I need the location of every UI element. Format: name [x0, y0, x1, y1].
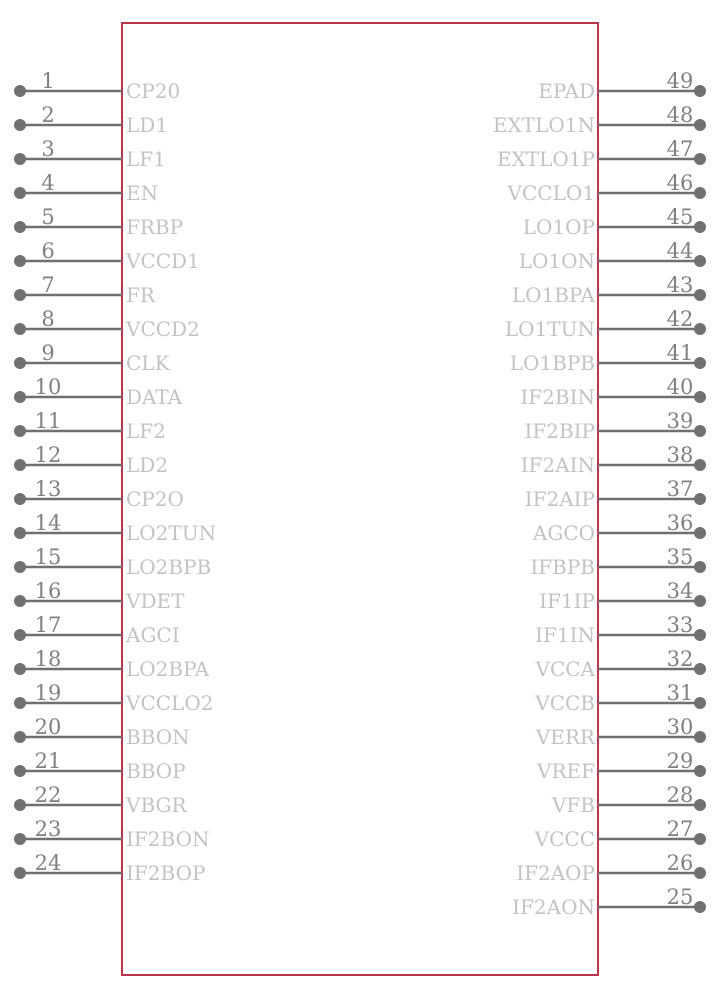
pin-end-dot	[694, 527, 706, 539]
pin-end-dot	[14, 765, 26, 777]
pin-number: 29	[666, 749, 694, 773]
pin-number: 49	[666, 69, 694, 93]
pin-name: IF2AOP	[516, 861, 595, 885]
pin-15	[14, 545, 211, 579]
pin-end-dot	[14, 255, 26, 267]
pin-end-dot	[14, 357, 26, 369]
pin-name: LO1BPB	[509, 351, 595, 375]
pin-name: IF2AON	[512, 895, 595, 919]
pin-end-dot	[14, 221, 26, 233]
pin-41	[510, 341, 706, 375]
pin-name: LO2BPB	[126, 555, 212, 579]
pin-number: 20	[34, 715, 62, 739]
pin-number: 3	[41, 137, 55, 161]
pin-end-dot	[14, 663, 26, 675]
pin-number: 18	[34, 647, 62, 671]
pin-end-dot	[14, 629, 26, 641]
pin-number: 1	[41, 69, 55, 93]
pin-end-dot	[694, 357, 706, 369]
pin-23	[14, 817, 209, 851]
pin-number: 33	[666, 613, 694, 637]
pin-number: 6	[41, 239, 55, 263]
pin-end-dot	[694, 425, 706, 437]
pin-name: VDET	[126, 589, 185, 613]
pin-number: 30	[666, 715, 694, 739]
pin-end-dot	[14, 459, 26, 471]
pin-name: CLK	[126, 351, 170, 375]
pin-name: AGCO	[532, 521, 595, 545]
pin-end-dot	[14, 85, 26, 97]
pin-48	[493, 103, 706, 137]
pin-number: 9	[41, 341, 55, 365]
pin-end-dot	[14, 799, 26, 811]
pin-14	[14, 511, 216, 545]
pin-20	[14, 715, 190, 749]
pin-end-dot	[694, 765, 706, 777]
pin-17	[14, 613, 180, 647]
pin-end-dot	[14, 731, 26, 743]
right-pin-group	[493, 69, 706, 919]
pin-18	[14, 647, 210, 681]
pin-name: LF1	[126, 147, 166, 171]
pin-name: VCCLO1	[507, 181, 595, 205]
pin-name: IFBPB	[530, 555, 595, 579]
pin-end-dot	[694, 85, 706, 97]
pin-name: IF2BON	[126, 827, 210, 851]
pin-number: 40	[666, 375, 694, 399]
pin-30	[535, 715, 706, 749]
pin-6	[14, 239, 200, 273]
pin-34	[539, 579, 706, 613]
pin-name: IF2AIP	[524, 487, 595, 511]
pin-end-dot	[694, 595, 706, 607]
pin-45	[523, 205, 706, 239]
pin-name: VCCLO2	[126, 691, 214, 715]
pin-end-dot	[14, 119, 26, 131]
pin-28	[551, 783, 706, 817]
pin-end-dot	[14, 697, 26, 709]
pin-number: 39	[666, 409, 694, 433]
pin-number: 32	[666, 647, 694, 671]
pin-43	[512, 273, 706, 307]
pin-49	[538, 69, 706, 103]
pin-27	[534, 817, 706, 851]
pin-number: 35	[666, 545, 694, 569]
pin-end-dot	[14, 187, 26, 199]
pin-end-dot	[694, 799, 706, 811]
pin-end-dot	[694, 255, 706, 267]
pin-name: EXTLO1N	[492, 113, 595, 137]
pin-46	[507, 171, 706, 205]
pin-number: 17	[34, 613, 62, 637]
pin-number: 19	[34, 681, 62, 705]
pin-number: 38	[666, 443, 694, 467]
pin-end-dot	[14, 425, 26, 437]
pin-name: BBOP	[126, 759, 186, 783]
pin-name: EN	[126, 181, 159, 205]
pin-end-dot	[694, 119, 706, 131]
pin-end-dot	[694, 459, 706, 471]
pin-38	[521, 443, 706, 477]
pin-name: LD1	[126, 113, 169, 137]
pin-36	[532, 511, 706, 545]
pin-name: LO1TUN	[504, 317, 595, 341]
pin-name: VCCA	[535, 657, 595, 681]
pin-number: 7	[41, 273, 55, 297]
pin-number: 43	[666, 273, 694, 297]
pin-number: 12	[34, 443, 62, 467]
pin-32	[535, 647, 707, 681]
pin-24	[14, 851, 205, 885]
pin-number: 4	[41, 171, 55, 195]
pin-end-dot	[14, 561, 26, 573]
pin-end-dot	[14, 289, 26, 301]
pin-16	[14, 579, 185, 613]
pin-number: 36	[666, 511, 694, 535]
pin-end-dot	[14, 595, 26, 607]
pin-number: 8	[41, 307, 55, 331]
pin-number: 45	[666, 205, 694, 229]
pin-3	[14, 137, 166, 171]
pin-19	[14, 681, 213, 715]
pin-end-dot	[14, 867, 26, 879]
pin-name: VERR	[535, 725, 595, 749]
pin-number: 11	[34, 409, 62, 433]
pin-name: EPAD	[538, 79, 595, 103]
pin-end-dot	[14, 833, 26, 845]
pin-end-dot	[694, 663, 706, 675]
pin-1	[14, 69, 180, 103]
pin-name: VCCC	[534, 827, 595, 851]
pin-name: VBGR	[126, 793, 187, 817]
pin-number: 37	[666, 477, 694, 501]
pin-name: LO1OP	[522, 215, 595, 239]
pin-25	[512, 885, 706, 919]
pin-number: 44	[666, 239, 694, 263]
pin-number: 16	[34, 579, 62, 603]
pin-40	[520, 375, 706, 409]
pin-name: LO1BPA	[511, 283, 595, 307]
pin-11	[14, 409, 166, 443]
pin-37	[525, 477, 706, 511]
pin-number: 46	[666, 171, 694, 195]
pin-47	[497, 137, 706, 171]
pin-end-dot	[694, 493, 706, 505]
pin-26	[516, 851, 706, 885]
pin-name: LF2	[126, 419, 166, 443]
pin-number: 26	[666, 851, 694, 875]
pin-5	[14, 205, 183, 239]
pin-42	[505, 307, 706, 341]
pin-number: 31	[666, 681, 694, 705]
pin-end-dot	[14, 323, 26, 335]
pin-number: 34	[666, 579, 694, 603]
pin-4	[14, 171, 158, 205]
pin-number: 14	[34, 511, 62, 535]
pin-end-dot	[14, 153, 26, 165]
pin-end-dot	[694, 391, 706, 403]
pin-2	[14, 103, 168, 137]
pin-number: 42	[666, 307, 694, 331]
pin-end-dot	[14, 391, 26, 403]
pin-number: 28	[666, 783, 694, 807]
pin-number: 10	[34, 375, 62, 399]
pin-29	[536, 749, 706, 783]
pin-number: 24	[34, 851, 62, 875]
pin-31	[534, 681, 706, 715]
pin-name: EXTLO1P	[496, 147, 595, 171]
pin-name: IF1IN	[535, 623, 595, 647]
pin-end-dot	[694, 289, 706, 301]
pin-name: CP20	[126, 79, 181, 103]
pin-13	[14, 477, 184, 511]
pin-8	[14, 307, 200, 341]
pin-end-dot	[14, 493, 26, 505]
pin-name: AGCI	[126, 623, 180, 647]
pin-10	[14, 375, 183, 409]
pin-name: DATA	[126, 385, 183, 409]
pin-end-dot	[694, 187, 706, 199]
pin-name: VFB	[551, 793, 595, 817]
pin-end-dot	[694, 323, 706, 335]
pin-end-dot	[694, 629, 706, 641]
pin-39	[524, 409, 706, 443]
pin-44	[519, 239, 706, 273]
pin-name: IF2AIN	[520, 453, 595, 477]
pin-35	[530, 545, 706, 579]
pin-number: 41	[666, 341, 694, 365]
pin-name: VCCD1	[126, 249, 200, 273]
pin-number: 21	[34, 749, 62, 773]
pin-12	[14, 443, 168, 477]
pin-33	[535, 613, 706, 647]
pin-number: 27	[666, 817, 694, 841]
pin-number: 5	[41, 205, 55, 229]
pin-end-dot	[694, 833, 706, 845]
pin-name: LO2TUN	[126, 521, 217, 545]
pin-name: VCCB	[535, 691, 595, 715]
pin-end-dot	[694, 221, 706, 233]
pin-end-dot	[694, 867, 706, 879]
pin-number: 47	[666, 137, 694, 161]
pin-end-dot	[694, 561, 706, 573]
pin-name: IF2BIP	[524, 419, 595, 443]
pin-end-dot	[14, 527, 26, 539]
pin-name: FR	[126, 283, 155, 307]
pin-number: 15	[34, 545, 62, 569]
pin-end-dot	[694, 153, 706, 165]
pin-number: 13	[34, 477, 62, 501]
pin-name: IF2BIN	[520, 385, 595, 409]
pin-name: IF1IP	[539, 589, 595, 613]
pin-name: BBON	[126, 725, 190, 749]
pin-21	[14, 749, 186, 783]
pin-end-dot	[694, 901, 706, 913]
pin-name: VREF	[537, 759, 595, 783]
left-pin-group	[14, 69, 216, 885]
pin-7	[14, 273, 156, 307]
pin-name: CP2O	[126, 487, 184, 511]
pin-number: 25	[666, 885, 694, 909]
pin-number: 22	[34, 783, 62, 807]
pin-name: IF2BOP	[126, 861, 206, 885]
pin-end-dot	[694, 731, 706, 743]
pin-number: 2	[41, 103, 55, 127]
pin-number: 23	[34, 817, 62, 841]
pin-number: 48	[666, 103, 694, 127]
pin-22	[14, 783, 187, 817]
pin-name: LO2BPA	[126, 657, 210, 681]
pin-name: LD2	[126, 453, 169, 477]
pin-name: VCCD2	[126, 317, 200, 341]
pin-name: FRBP	[126, 215, 184, 239]
pin-9	[14, 341, 171, 375]
pin-end-dot	[694, 697, 706, 709]
pin-name: LO1ON	[518, 249, 595, 273]
